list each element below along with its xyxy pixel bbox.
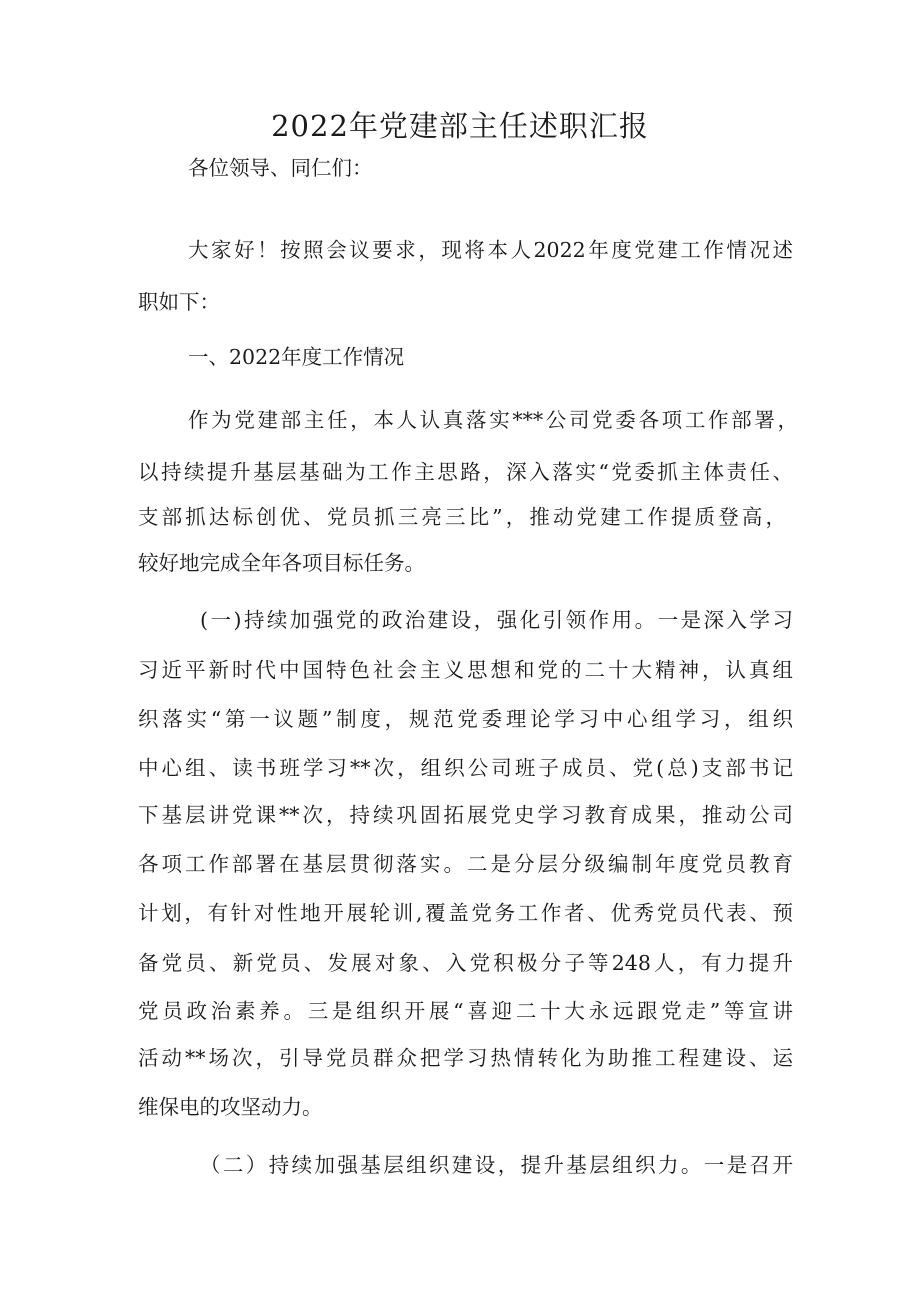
- paragraph-line: 备党员、新党员、发展对象、入党积极分子等248人，有力提升: [138, 951, 793, 975]
- salutation: 各位领导、同仁们：: [188, 156, 373, 180]
- paragraph-line: 较好地完成全年各项目标任务。: [138, 551, 425, 575]
- paragraph-line: 中心组、读书班学习**次，组织公司班子成员、党(总)支部书记: [138, 756, 793, 780]
- paragraph-line: 织落实“第一议题”制度，规范党委理论学习中心组学习，组织: [138, 707, 793, 731]
- paragraph-line: 下基层讲党课**次，持续巩固拓展党史学习教育成果，推动公司: [138, 803, 793, 827]
- paragraph-line: 以持续提升基层基础为工作主思路，深入落实“党委抓主体责任、: [138, 460, 793, 484]
- paragraph-line: 各项工作部署在基层贯彻落实。二是分层分级编制年度党员教育: [138, 852, 793, 876]
- paragraph-line: 计划，有针对性地开展轮训,覆盖党务工作者、优秀党员代表、预: [138, 901, 793, 925]
- paragraph-line: 党员政治素养。三是组织开展“喜迎二十大永远跟党走”等宣讲: [138, 999, 793, 1023]
- paragraph-line: 大家好！按照会议要求，现将本人2022年度党建工作情况述: [188, 238, 793, 262]
- paragraph-line: 职如下：: [138, 290, 220, 314]
- subsection-line: (一)持续加强党的政治建设，强化引领作用。一是深入学习: [200, 608, 793, 632]
- paragraph-line: 维保电的攻坚动力。: [138, 1095, 323, 1119]
- section-heading: 一、2022年度工作情况: [188, 345, 405, 369]
- subsection-line: （二）持续加强基层组织建设，提升基层组织力。一是召开: [200, 1153, 793, 1177]
- paragraph-line: 作为党建部主任，本人认真落实***公司党委各项工作部署，: [188, 408, 798, 432]
- document-title: 2022年党建部主任述职汇报: [271, 109, 649, 143]
- paragraph-line: 习近平新时代中国特色社会主义思想和党的二十大精神，认真组: [138, 658, 793, 682]
- paragraph-line: 支部抓达标创优、党员抓三亮三比”，推动党建工作提质登高，: [138, 505, 786, 529]
- paragraph-line: 活动**场次，引导党员群众把学习热情转化为助推工程建设、运: [138, 1046, 793, 1070]
